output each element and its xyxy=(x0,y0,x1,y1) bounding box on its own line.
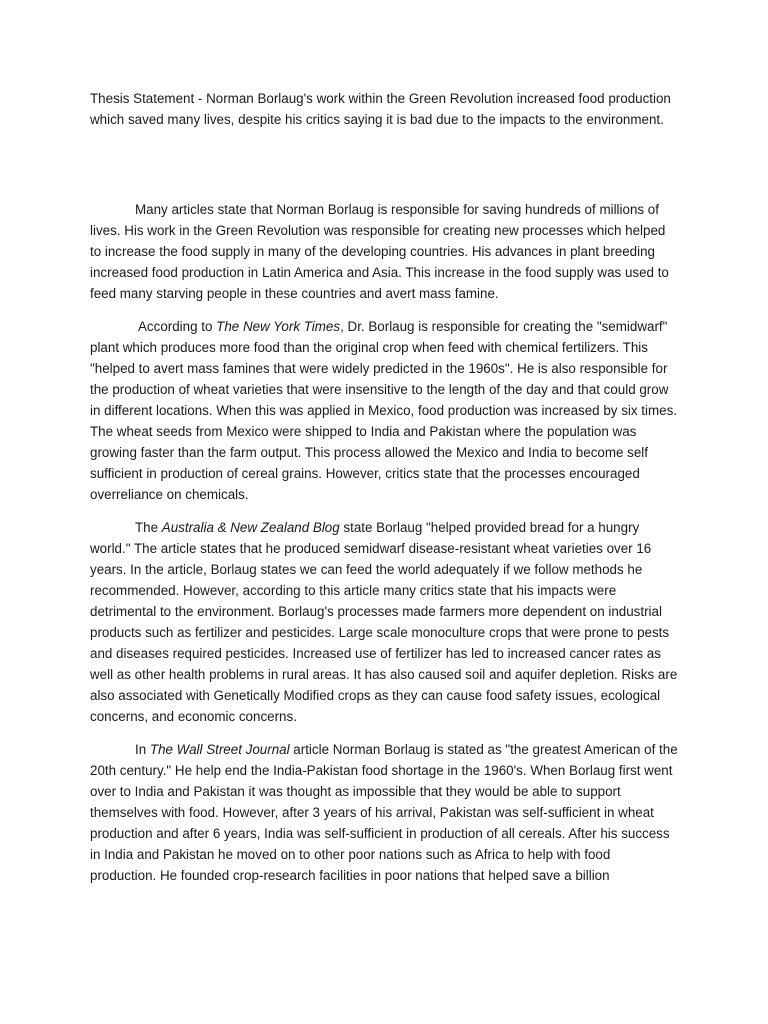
paragraph-4 xyxy=(90,739,680,886)
thesis-statement: Thesis Statement - Norman Borlaug's work within the Green Revolution increased food production which saved many lives, despite his critics saying it is bad due to the impacts to the environment. xyxy=(90,91,671,127)
source-title: The Wall Street Journal xyxy=(149,742,290,757)
paragraph-1 xyxy=(90,199,680,304)
paragraph-2 xyxy=(90,316,680,505)
paragraph-1-text: Many articles state that Norman Borlaug is responsible for saving hundreds of millions of lives. His work in the Green Revolution was responsible for creating new processes which helped to increase the food supply in many of the developing countries. His advances in plant breeding increased food production in Latin America and Asia. This increase in the food supply was used to feed many starving people in these countries and avert mass famine. xyxy=(90,202,669,301)
paragraph-4-intro: In xyxy=(135,742,150,757)
paragraph-3-intro: The xyxy=(135,520,162,535)
paragraph-2-intro: According to xyxy=(138,319,217,334)
source-title: Australia & New Zealand Blog xyxy=(161,520,340,535)
paragraph-4-text: article Norman Borlaug is stated as "the greatest American of the 20th century." He help end the India-Pakistan food shortage in the 1960's. When Borlaug first went over to India and Pakistan it was thought as impossible that they would be able to support themselves with food. However, after 3 years of his arrival, Pakistan was self-sufficient in wheat production and after 6 years, India was self-sufficient in production of all cereals. After his success in India and Pakistan he moved on to other poor nations such as Africa to help with food production. He founded crop-research facilities in poor nations that helped save a billion xyxy=(90,742,678,883)
paragraph-3-text: state Borlaug "helped provided bread for a hungry world." The article states that he produced semidwarf disease-resistant wheat varieties over 16 years. In the article, Borlaug states we can feed the world adequately if we follow methods he recommended. However, according to this article many critics state that his impacts were detrimental to the environment. Borlaug's processes made farmers more dependent on industrial products such as fertilizer and pesticides. Large scale monoculture crops that were prone to pests and diseases required pesticides. Increased use of fertilizer has led to increased cancer rates as well as other health problems in rural areas. It has also caused soil and aquifer depletion. Risks are also associated with Genetically Modified crops as they can cause food safety issues, ecological concerns, and economic concerns. xyxy=(90,520,678,724)
paragraph-3 xyxy=(90,517,680,727)
essay-body xyxy=(90,199,680,898)
source-title: The New York Times xyxy=(216,319,341,334)
paragraph-2-text: , Dr. Borlaug is responsible for creating the "semidwarf" plant which produces more food than the original crop when feed with chemical fertilizers. This "helped to avert mass famines that were widely predicted in the 1960s". He is also responsible for the production of wheat varieties that were insensitive to the length of the day and that could grow in different locations. When this was applied in Mexico, food production was increased by six times. The wheat seeds from Mexico were shipped to India and Pakistan where the population was growing faster than the farm output. This process allowed the Mexico and India to become self sufficient in production of cereal grains. However, critics state that the processes encouraged overreliance on chemicals. xyxy=(90,319,678,502)
